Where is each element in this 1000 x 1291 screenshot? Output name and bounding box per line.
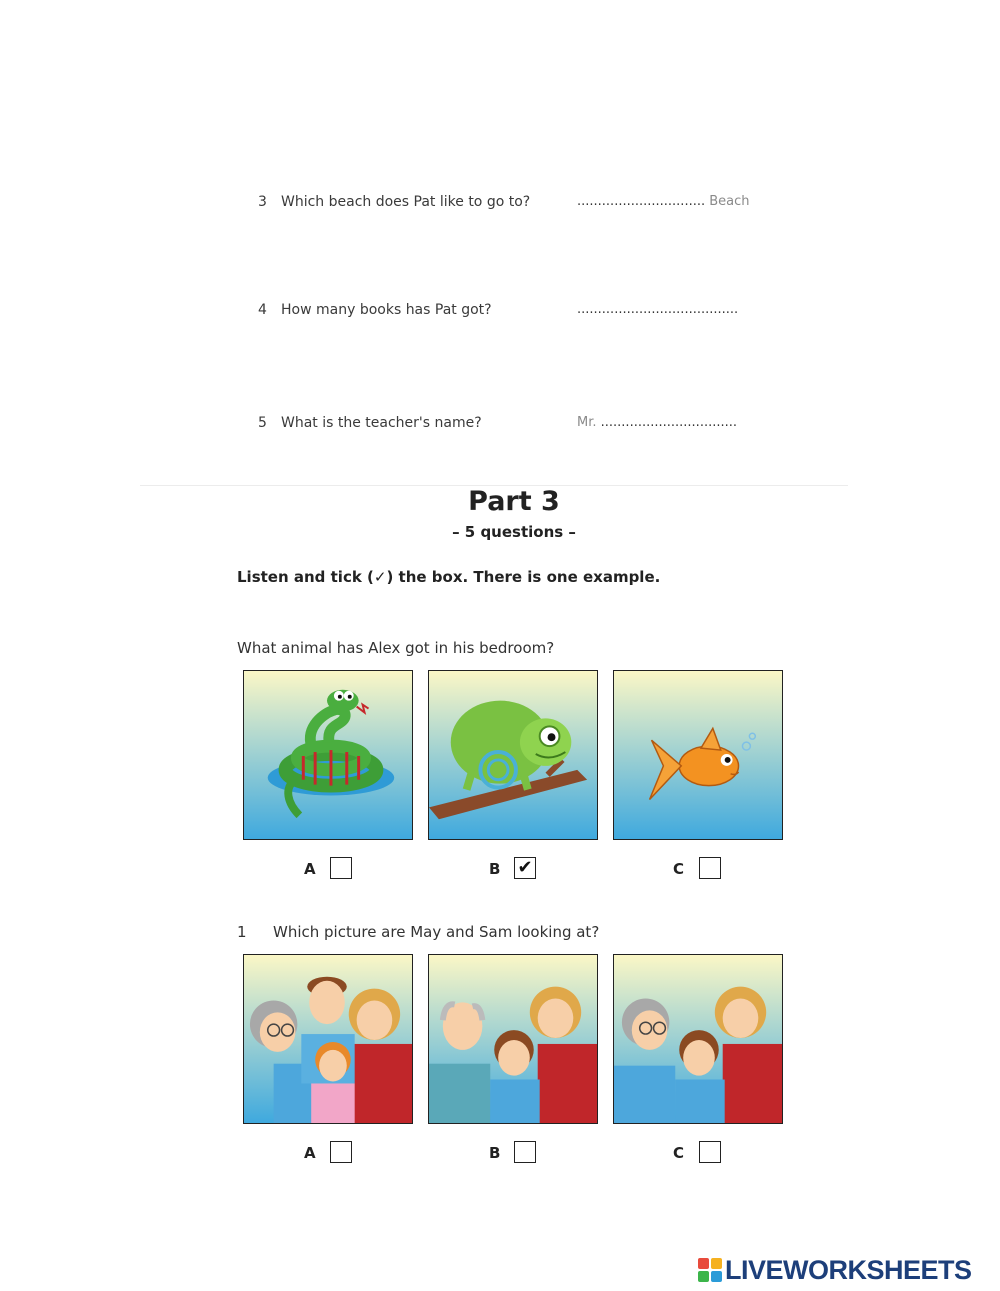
- picture-family-b: [428, 954, 598, 1124]
- family-c-illustration: [614, 955, 782, 1123]
- picture-family-a: [243, 954, 413, 1124]
- answer-field[interactable]: [577, 194, 750, 209]
- question-number: 1: [237, 923, 247, 941]
- option-label-b: B: [489, 860, 501, 878]
- question-number: 4: [258, 302, 267, 318]
- logo-text: LIVEWORKSHEETS: [725, 1254, 972, 1285]
- checkbox-q1-c[interactable]: [699, 1141, 721, 1163]
- option-label-c: C: [673, 1144, 685, 1162]
- instruction: Listen and tick (✓) the box. There is one example.: [237, 568, 661, 586]
- checkbox-q1-a[interactable]: [330, 1141, 352, 1163]
- option-label-b: B: [489, 1144, 501, 1162]
- example-question: What animal has Alex got in his bedroom?: [237, 639, 555, 657]
- answer-dots: .................................: [600, 415, 738, 430]
- question-1-text: Which picture are May and Sam looking at?: [273, 923, 600, 941]
- answer-prefix: Mr.: [577, 415, 597, 430]
- chameleon-illustration: [429, 671, 597, 839]
- answer-field[interactable]: [577, 302, 738, 317]
- option-label-a: A: [304, 860, 316, 878]
- question-text: How many books has Pat got?: [281, 302, 492, 318]
- checkbox-q1-b[interactable]: [514, 1141, 536, 1163]
- part-subtitle: – 5 questions –: [452, 523, 576, 541]
- liveworksheets-logo[interactable]: [698, 1254, 972, 1286]
- snake-illustration: [244, 671, 412, 839]
- question-text: What is the teacher's name?: [281, 415, 482, 431]
- picture-goldfish: [613, 670, 783, 840]
- part-title: Part 3: [468, 486, 560, 517]
- checkbox-example-b[interactable]: ✔: [514, 857, 536, 879]
- question-number: 5: [258, 415, 267, 431]
- picture-snake: [243, 670, 413, 840]
- question-number: 3: [258, 194, 267, 210]
- answer-field[interactable]: [577, 415, 737, 430]
- option-label-a: A: [304, 1144, 316, 1162]
- answer-suffix: Beach: [709, 194, 750, 209]
- logo-mark-icon: [698, 1258, 722, 1282]
- goldfish-illustration: [614, 671, 782, 839]
- answer-dots: ...............................: [577, 194, 706, 209]
- answer-dots: .......................................: [577, 302, 739, 317]
- option-label-c: C: [673, 860, 685, 878]
- picture-family-c: [613, 954, 783, 1124]
- family-a-illustration: [244, 955, 412, 1123]
- question-text: Which beach does Pat like to go to?: [281, 194, 531, 210]
- checkbox-example-a[interactable]: [330, 857, 352, 879]
- checkbox-example-c[interactable]: [699, 857, 721, 879]
- family-b-illustration: [429, 955, 597, 1123]
- picture-chameleon: [428, 670, 598, 840]
